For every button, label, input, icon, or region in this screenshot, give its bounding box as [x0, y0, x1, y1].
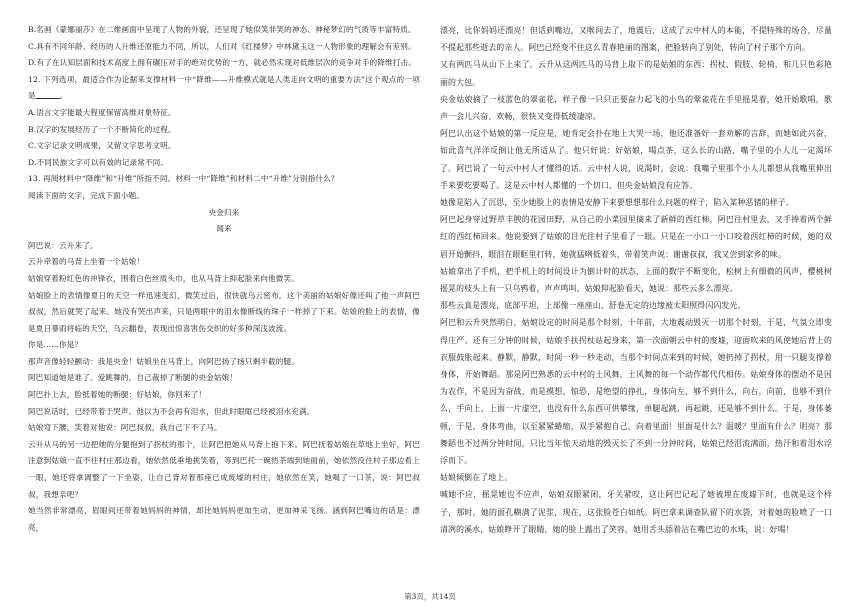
story-author: 闻来 [216, 224, 232, 234]
story-paragraph: 漂亮，比你妈妈还漂亮！但话到嘴边，又喉间去了，地震后，这成了云中村人的本能，不提特殊的场合，尽量不提起那些逝去的亲人。阿巴已经变不住这么青春艳丽的图案，把脸转向了别处，转向了村子那个方向。 [440, 26, 832, 53]
story-paragraph: 那些云真是漂亮，底部平坦，上部像一座座山，舒卷无定的边缘被太阳照得闪闪发光。 [440, 301, 746, 311]
option-c-line: C.具有不同年龄、经历的人升维还原能力不同，所以，人们对《红楼梦》中林黛玉这一人物形象的理解会有差别。 [28, 41, 416, 51]
option-d-line: D.有了在认知层面和技术高度上拥有碾压对手的绝对优势的一方，就必然实现对低维层次的竞争对手的降维打击。 [28, 58, 416, 68]
story-paragraph: 她像是陷入了沉思，至少她脸上的表情是安静下来要想想那什么问题的样子，陷入某种恶猪的样子。 [440, 198, 794, 208]
story-paragraph: 那声音像轻轻颤动：我是央金！姑娘坐在马背上，向阿巴扬了扬只剩半截的腿。 [28, 356, 300, 366]
question-12 [28, 72, 420, 105]
story-paragraph: 阿巴说话时，已经带着于哭声。他以为不会再有泪水，但此时眼眶已经被泪水充满。 [28, 406, 315, 416]
story-paragraph: 又有两匹马从山下上来了。云升从这两匹马的马背上取下的是姑娘的东西：拐杖、假肢、轮椅，和几只色彩艳丽的大包。 [440, 60, 832, 87]
story-paragraph: 姑娘拿出了手机，把手机上的时间设计为倒计时的状态，上面的数字不断变化，松树上有细微的风声，樱桃树摇晃的枝头上有一只乌鸦着，声声鸣叫，姑娘仰起脸看天，她说：那些云多么漂亮。 [440, 266, 832, 294]
story-paragraph: 阿巴扑上去，脸抵着她的断腿：好姑娘，你回来了！ [28, 390, 207, 400]
story-paragraph: 云升从马的另一边把她的分腿抱到了拐杖的那个，让阿巴把她从马背上抱下来。阿巴抚着姑娘在草地上坐好，阿巴注意到姑娘一直不往村庄那边看，她依然低垂地挑笑着，等到巴托一碗热茶端到她面前，她依然没往村子那边看上一眼，她还将拿调整了一下坐姿，让自己背对着那座已成废墟的村庄，她依然在笑，她喝了一口茶，说：阿巴叔叔，我想亲吧？ [28, 439, 420, 499]
story-paragraph: 姑娘倾倒在了地上。 [440, 473, 513, 483]
question-12-text: 12. 下列选项，最适合作为论据来支撑材料一中“降维——升维模式就是人类走向文明的重要方法”这个观点的一项是 [28, 74, 420, 101]
q12-option-a: A.语言文字能最大程度保留高维对象特征。 [28, 107, 176, 117]
story-paragraph: 你是……你是？ [28, 340, 83, 350]
story-paragraph: 阿巴说：云升来了。 [28, 240, 98, 250]
question-13: 13. 再阅材料中“降维”和“升维”所指不同。材料一中“降维”和材料二中“升维”分别指什么？ [28, 174, 339, 184]
story-paragraph: 阿巴和云升突然明白，姑娘设定的时间是那个时刻，十年前，大地震动毁灭一切那个时刻，于是，气氛立即变得庄严。还有三分钟的时候，姑娘手扶拐杖站起身来，第一次面朝云中村的废墟，迎面吹来的风使她后背上的衣服鼓胀起来。静默，静默，时间一秒一秒走动，当那个时间点来到的时候，她扔掉了拐杖，用一只腿支撑着身体，开始舞蹈。那是阿巴熟悉的云中村的土风舞，土风舞的每一个动作都代代相传。姑娘身体的摆动不是因为农作，不是因为奋战，而是摸想、惊恐，是绝望的挣扎，身体向左，够不到什么，向右，向前，也够不到什么，手向上，上面一片虚空，也没有什么东西可供攀缘，单腿起跳，再起跳，还是够不到什么。于是，身体萎顿，于是，身体弯曲，以至紧紧蜷缩，双手紧抱自己，向着里面！里面是什么？温暖？里面有什么？明亮？那舞蹈也不过两分钟时间，只比当年惊天动地的毁灭长了不到一分钟时间，姑娘已经泪流满面，热汗和着泪水浮浮而下。 [440, 318, 832, 466]
story-paragraph: 她当然非常漂亮，眉眼间还带着她妈妈的神情，却比她妈妈更加生动，更加神采飞扬。涵到阿巴嘴边的话是：漂亮， [28, 506, 420, 532]
story-title: 央金归来 [208, 207, 240, 217]
q12-option-d: D.不同民族文字可以有效的记录常不同。 [28, 157, 169, 167]
story-paragraph: 姑娘弯下腰，笑着对他说：阿巴叔叔，我自己下不了马。 [28, 423, 222, 433]
story-paragraph: 阿巴知道她是谁了。爱跳舞的，自己裁掉了断腿的央金姑娘！ [28, 373, 238, 383]
story-paragraph: 云升牵着的马背上坐着一个姑娘！ [28, 257, 145, 267]
story-paragraph: 阿巴认出这个姑娘的第一反应是，她肯定会扑在地上大哭一场，他还准备好一套劝解的言辞，而她如此兴奋，如此喜气洋洋反倒让他无所适从了。他只好说：好姑娘，喝点茶，这么长的山路，嘴子里的小人儿一定渴坏了。阿巴说了一句云中村人才懂得的话。云中村人说，说渴时，会说：我嘴子里那个小人儿都想从我嘴里伸出手来要吃要喝了。这是云中村人都懂的一个切口，但央金姑娘没有应答。 [440, 129, 832, 190]
option-b-line: B.名画《蒙娜丽莎》在二维画面中呈现了人物的外貌，还呈现了她似笑非笑的神态、神秘梦幻的气质等丰富特质。 [28, 25, 416, 34]
answer-blank-end: 。 [59, 91, 68, 101]
left-column [28, 22, 420, 536]
reading-instruction: 阅读下面的文字，完成下面小题。 [28, 190, 145, 200]
right-column [440, 22, 832, 538]
story-paragraph: 姑娘穿着粉红色的冲锋衣，围着白色丝质头巾，也从马背上抑起脸来向他微笑。 [28, 273, 300, 283]
answer-blank [36, 89, 60, 99]
story-paragraph: 央金姑娘摘了一枝蓝色的翠雀花，样子像一只只正要奋力起飞的小鸟的翠雀花在手里摇晃着，她开始歌唱，歌声一会儿兴奋、欢畅，很快又变得低缓凄凉。 [440, 94, 832, 122]
q12-option-c: C.文字记录文明成果，又留文字思考文明。 [28, 141, 176, 151]
story-paragraph: 喊她不应，摇晃她也不应声，姑娘双眼紧闭，牙关紧咬，这让阿巴记起了她被埋在废墟下时，也就是这个样子，那时，她的面孔糊满了泥浆，现在，这张脸苍白如纸。阿巴拿来调查队留下的水袋，对着她的脸喷了一口清冽的溪水，姑娘睁开了眼睛，她的脸上露出了笑容，她用舌头舔着沾在嘴巴边的水珠，说：好喝！ [440, 490, 832, 534]
story-paragraph: 姑娘脸上的表情像夏日的天空一样迅速变幻，微笑过后，很快就乌云密布。这个美丽的姑娘好像还叫了他一声阿巴叔叔，然后就哭了起来。她没有哭出声来，只是两眼中的泪水像断线的珠子一样掉了下来。姑娘的脸上的表情，像是夏日暴雨将临的天空，乌云翻卷，表现出惊喜害伤交织的好多种深浅波流。 [28, 290, 420, 333]
page-number: 第3页，共14页 [404, 592, 456, 601]
q12-option-b: B.汉字的发展经历了一个不断简化的过程。 [28, 124, 176, 134]
story-paragraph: 阿巴起身穿过野草丰腴的花园田野，从自己的小菜园里摘来了新鲜的西红柿，阿巴往村里去，又手捧着两个鲜红的西红柿回来。他说要到了姑娘的目光往村子里看了一眼。只是在一小口一小口咬着西红柿的时候，她的双眉开始颤抖，眼泪在眼眶里打转，她就猛咧低着头，带着笑声说：谢谢叔叔，我又尝到家乡的味。 [440, 215, 832, 259]
